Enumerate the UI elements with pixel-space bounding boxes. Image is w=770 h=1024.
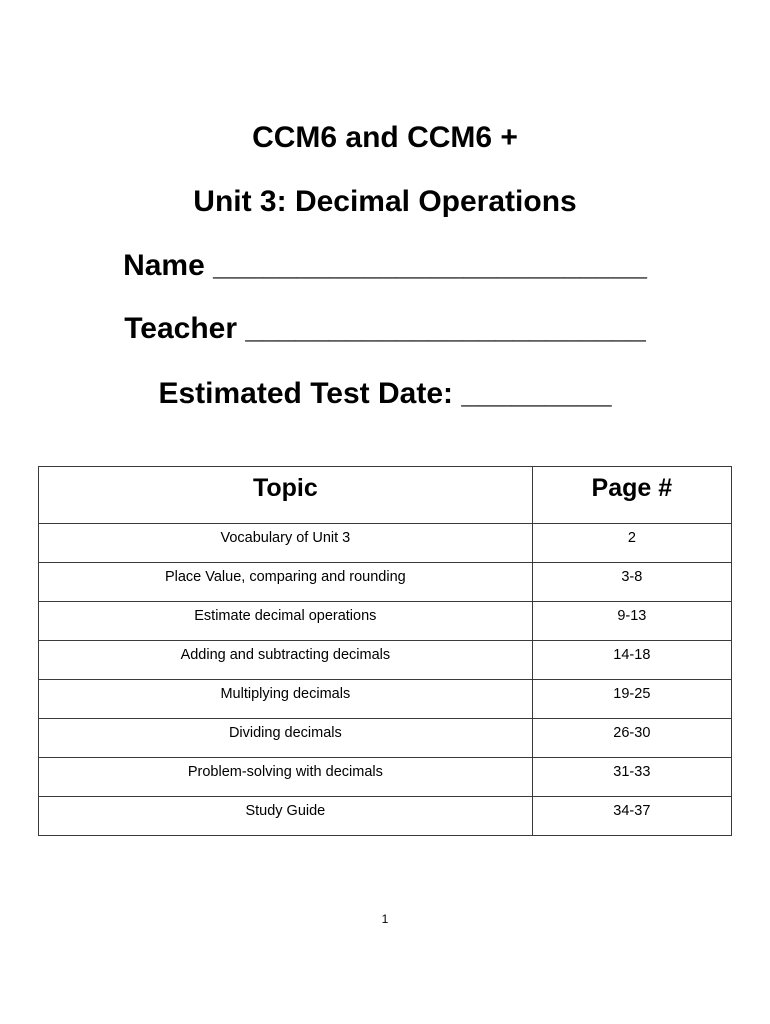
- page-cell: 26-30: [532, 719, 731, 758]
- table-row: [39, 797, 732, 836]
- table-row: [39, 758, 732, 797]
- topic-cell: Adding and subtracting decimals: [39, 641, 533, 680]
- page-cell: 14-18: [532, 641, 731, 680]
- table-row: [39, 641, 732, 680]
- table-row: [39, 563, 732, 602]
- document-title: CCM6 and CCM6 +: [252, 121, 518, 154]
- page-cell: 31-33: [532, 758, 731, 797]
- topic-column-header: Topic: [39, 467, 533, 524]
- page-cell: 2: [532, 524, 731, 563]
- topic-cell: Dividing decimals: [39, 719, 533, 758]
- table-header-row: [39, 467, 732, 524]
- topic-cell: Problem-solving with decimals: [39, 758, 533, 797]
- table-row: [39, 719, 732, 758]
- page-cell: 9-13: [532, 602, 731, 641]
- test-date-line: Estimated Test Date: _________: [158, 377, 612, 410]
- page-cell: 34-37: [532, 797, 731, 836]
- name-line: Name __________________________: [123, 249, 647, 282]
- page-number: 1: [381, 912, 389, 926]
- topic-cell: Multiplying decimals: [39, 680, 533, 719]
- table-of-contents: [38, 466, 732, 836]
- topic-cell: Study Guide: [39, 797, 533, 836]
- table-row: [39, 680, 732, 719]
- topic-cell: Place Value, comparing and rounding: [39, 563, 533, 602]
- unit-subtitle: Unit 3: Decimal Operations: [193, 185, 577, 218]
- topic-cell: Estimate decimal operations: [39, 602, 533, 641]
- page-cell: 19-25: [532, 680, 731, 719]
- topic-cell: Vocabulary of Unit 3: [39, 524, 533, 563]
- table-row: [39, 602, 732, 641]
- teacher-line: Teacher ________________________: [124, 312, 646, 345]
- page-column-header: Page #: [532, 467, 731, 524]
- table-row: [39, 524, 732, 563]
- page-cell: 3-8: [532, 563, 731, 602]
